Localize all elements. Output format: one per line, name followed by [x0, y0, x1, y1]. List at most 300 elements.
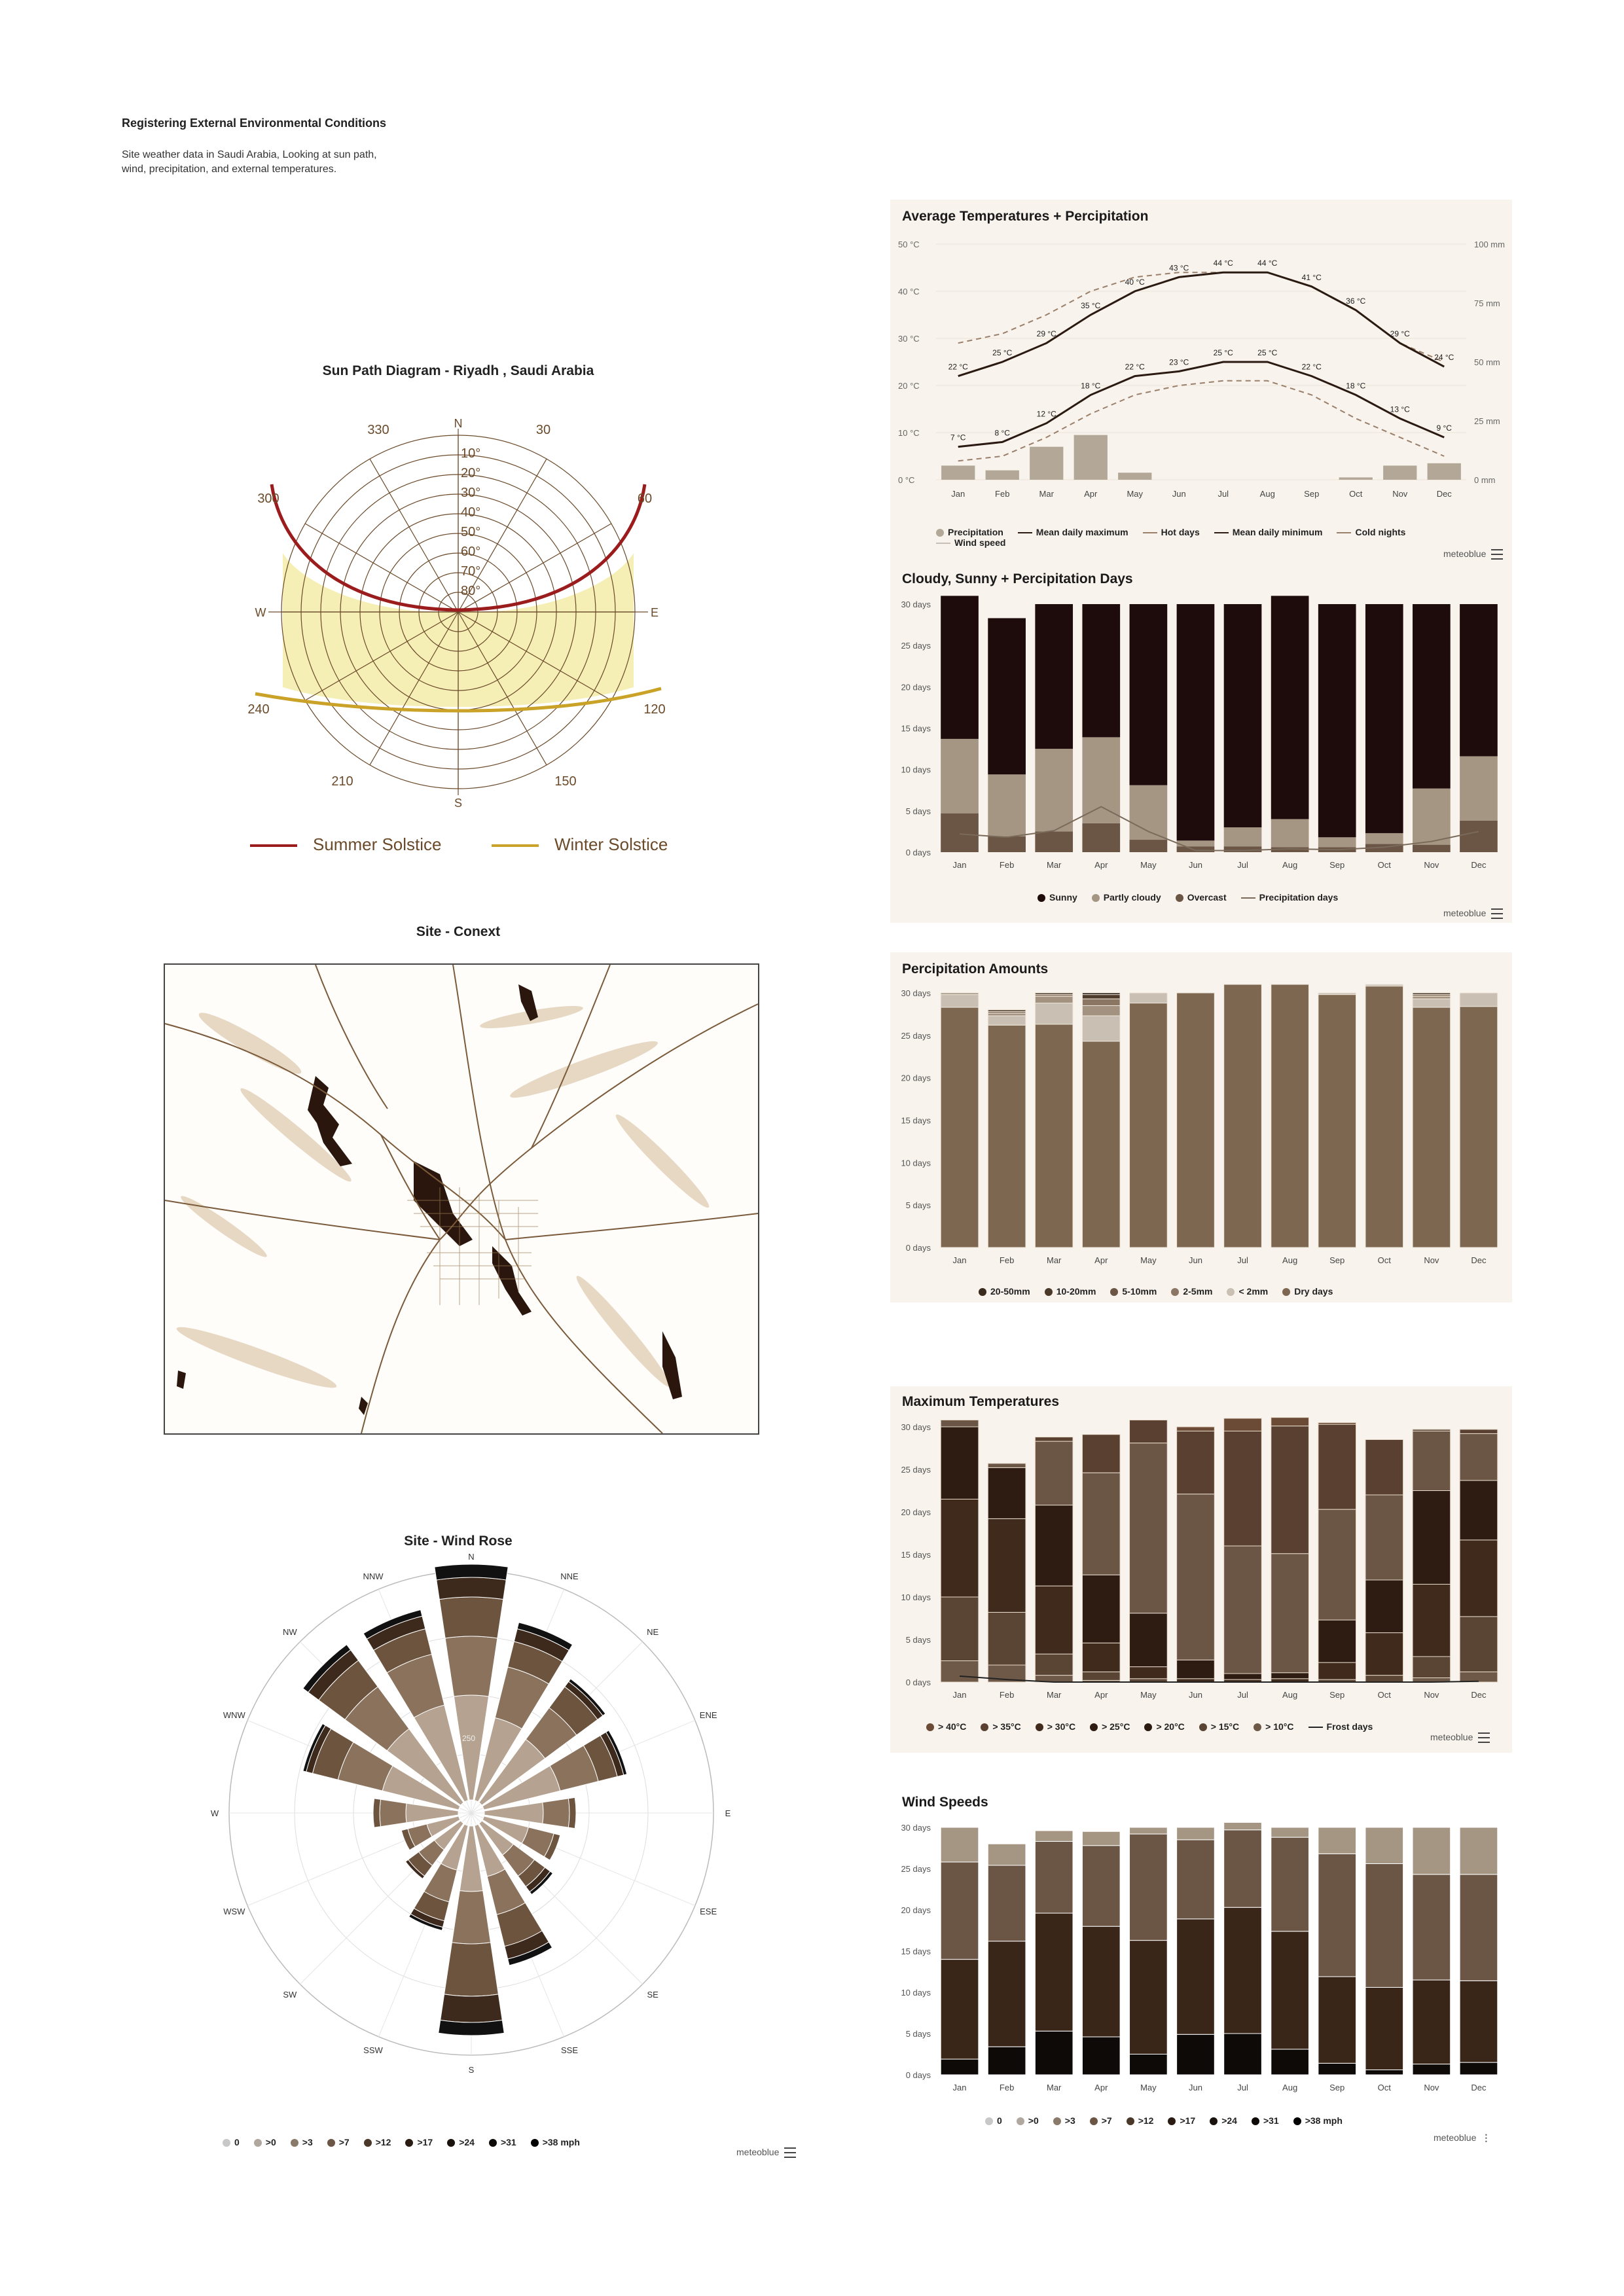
- avg-temp-title: Average Temperatures + Percipitation: [902, 209, 1149, 224]
- bar-segment: [941, 995, 979, 1007]
- x-tick-label: Sep: [1329, 1690, 1345, 1700]
- legend-label: >3: [1064, 2115, 1075, 2126]
- legend-dot: [1092, 894, 1100, 902]
- legend-line: [1143, 532, 1157, 533]
- legend-line: [1337, 532, 1351, 533]
- legend-item: [405, 2137, 433, 2147]
- bar-segment: [1365, 1863, 1403, 1987]
- max-temp-label: 43 °C: [1169, 263, 1189, 273]
- bar-segment: [988, 1467, 1026, 1518]
- bar-segment: [1460, 1617, 1498, 1672]
- y-tick-label: 10 days: [901, 1592, 931, 1602]
- bar-segment: [1224, 846, 1262, 852]
- max-temp-label: 22 °C: [948, 362, 968, 372]
- x-tick-label: Jun: [1188, 860, 1202, 870]
- wind-rose-chart: [203, 1552, 740, 2094]
- legend-item: [1282, 1286, 1333, 1297]
- x-tick-label: Jul: [1237, 1690, 1248, 1700]
- wind-speed-panel: [890, 1787, 1512, 2157]
- min-temp-label: 22 °C: [1125, 362, 1145, 372]
- bar-segment: [1413, 1874, 1451, 1980]
- bar-segment: [1224, 604, 1262, 827]
- max-temp-label: 24 °C: [1434, 353, 1454, 363]
- bar-segment: [1130, 1443, 1168, 1613]
- legend-label: >24: [459, 2137, 475, 2147]
- direction-label: ENE: [699, 1710, 717, 1720]
- legend-item: [531, 2137, 580, 2147]
- bar-segment: [1460, 756, 1498, 821]
- y-tick-label: 30 days: [901, 1823, 931, 1833]
- min-temp-line: [958, 362, 1445, 447]
- bar-segment: [1271, 1827, 1309, 1837]
- legend-dot: [447, 2139, 455, 2147]
- site-context-map: [164, 963, 759, 1435]
- legend-label: Precipitation: [948, 527, 1003, 537]
- bar-segment: [988, 1025, 1026, 1247]
- menu-icon[interactable]: [784, 2147, 796, 2158]
- legend-item: [327, 2137, 350, 2147]
- bar-segment: [1271, 1837, 1309, 1931]
- cloud-brand: [1443, 908, 1503, 919]
- legend-line: [1308, 1727, 1323, 1728]
- legend-dot: [926, 1723, 934, 1731]
- legend-dot: [1176, 894, 1183, 902]
- y-tick-label: 0 days: [905, 1243, 931, 1253]
- precip-bar: [986, 471, 1019, 480]
- bar-segment: [1318, 837, 1356, 847]
- bar-segment: [1224, 2034, 1262, 2075]
- bar-segment: [941, 2059, 979, 2075]
- legend-label: Sunny: [1049, 892, 1077, 903]
- legend-dot: [1252, 2117, 1259, 2125]
- legend-label: > 35°C: [992, 1721, 1021, 1732]
- bar-segment: [988, 1865, 1026, 1941]
- bar-segment: [1271, 1931, 1309, 2049]
- bar-segment: [941, 1420, 979, 1427]
- x-tick-label: Apr: [1094, 1255, 1108, 1265]
- legend-item: [1110, 1286, 1157, 1297]
- bar-segment: [1035, 1654, 1073, 1676]
- legend-label: Hot days: [1161, 527, 1200, 537]
- bar-segment: [1271, 1418, 1309, 1426]
- legend-label: < 2mm: [1238, 1286, 1269, 1297]
- x-tick-label: Mar: [1047, 2083, 1062, 2092]
- bar-segment: [1318, 1854, 1356, 1977]
- legend-item: [1308, 1721, 1373, 1732]
- x-tick-label: Oct: [1349, 489, 1363, 499]
- legend-label: 5-10mm: [1122, 1286, 1157, 1297]
- bar-segment: [1460, 604, 1498, 756]
- legend-item: [1090, 1721, 1130, 1732]
- bar-segment: [1035, 831, 1073, 852]
- wind-rose-segment: [437, 1577, 506, 1600]
- y-tick-label: 5 days: [905, 2029, 931, 2039]
- bar-segment: [1365, 1987, 1403, 2070]
- y-tick-label: 0 days: [905, 848, 931, 857]
- legend-label: Overcast: [1187, 892, 1227, 903]
- legend-label: > 15°C: [1210, 1721, 1240, 1732]
- legend-label: >7: [1101, 2115, 1112, 2126]
- y-tick-label: 20 °C: [898, 381, 920, 391]
- max-temp-label: 44 °C: [1257, 259, 1278, 268]
- menu-icon[interactable]: [1491, 908, 1503, 919]
- bar-segment: [1130, 604, 1168, 785]
- legend-dot: [936, 529, 944, 537]
- y2-tick-label: 50 mm: [1474, 357, 1500, 367]
- bar-segment: [1082, 993, 1120, 995]
- altitude-label: 40°: [461, 505, 481, 520]
- bar-segment: [1318, 1423, 1356, 1425]
- legend-dot: [1053, 2117, 1061, 2125]
- direction-label: ESE: [700, 1907, 717, 1917]
- bar-segment: [1130, 1613, 1168, 1667]
- bar-segment: [1035, 996, 1073, 1003]
- sunpath-diagram: [223, 393, 694, 838]
- min-temp-label: 23 °C: [1169, 357, 1189, 367]
- bar-segment: [1460, 1981, 1498, 2062]
- max-temp-title: Maximum Temperatures: [902, 1394, 1060, 1409]
- legend-label: >3: [302, 2137, 313, 2147]
- bar-segment: [1130, 1003, 1168, 1247]
- bar-segment: [988, 1013, 1026, 1016]
- bar-segment: [1035, 1024, 1073, 1247]
- bar-segment: [1082, 1846, 1120, 1926]
- x-tick-label: May: [1140, 2083, 1157, 2092]
- menu-icon[interactable]: [1478, 1732, 1490, 1743]
- max-temp-label: 41 °C: [1301, 272, 1322, 282]
- winter-swatch: [492, 844, 539, 847]
- bar-segment: [1365, 833, 1403, 844]
- bar-segment: [1224, 1907, 1262, 2034]
- legend-item: [1053, 2115, 1075, 2126]
- bar-segment: [1035, 1437, 1073, 1442]
- bar-segment: [1318, 1977, 1356, 2063]
- bar-segment: [1177, 846, 1215, 852]
- bar-segment: [1177, 1660, 1215, 1679]
- bar-segment: [988, 1612, 1026, 1665]
- bar-segment: [1177, 993, 1215, 1247]
- x-tick-label: Oct: [1377, 1255, 1391, 1265]
- bar-segment: [941, 1661, 979, 1683]
- min-temp-label: 22 °C: [1301, 362, 1322, 372]
- bar-segment: [1224, 1830, 1262, 1907]
- x-tick-label: May: [1140, 860, 1157, 870]
- legend-item: [1144, 1721, 1184, 1732]
- x-tick-label: Jan: [952, 1255, 967, 1265]
- compass-s: S: [454, 797, 463, 810]
- brand-label: meteoblue: [1443, 908, 1487, 918]
- x-tick-label: Jan: [952, 860, 967, 870]
- legend-item: [447, 2137, 475, 2147]
- bar-segment: [1035, 1441, 1073, 1505]
- y-tick-label: 30 days: [901, 600, 931, 609]
- bar-segment: [1365, 1633, 1403, 1676]
- avg-temp-brand: [1443, 548, 1503, 560]
- azimuth-label: 330: [367, 423, 389, 437]
- wind-rose-segment: [543, 1799, 569, 1827]
- x-tick-label: Aug: [1282, 1690, 1298, 1700]
- wind-rose-segment: [435, 1564, 508, 1580]
- min-temp-label: 25 °C: [1257, 348, 1278, 357]
- x-tick-label: Sep: [1329, 860, 1345, 870]
- precip-bar: [1074, 435, 1108, 480]
- max-temp-brand: [1430, 1732, 1490, 1743]
- legend-dot: [1127, 2117, 1134, 2125]
- legend-label: >17: [1180, 2115, 1196, 2126]
- legend-label: Frost days: [1326, 1721, 1373, 1732]
- legend-item: [1038, 892, 1077, 903]
- bar-segment: [1413, 1491, 1451, 1585]
- legend-dot: [1227, 1288, 1235, 1296]
- legend-item: [1254, 1721, 1293, 1732]
- ring-label: 250: [461, 1734, 476, 1743]
- legend-dot: [1171, 1288, 1179, 1296]
- bar-segment: [1413, 1657, 1451, 1678]
- bar-segment: [941, 1499, 979, 1598]
- x-tick-label: Dec: [1471, 1690, 1487, 1700]
- bar-segment: [1224, 1418, 1262, 1431]
- summer-swatch: [250, 844, 297, 847]
- y-tick-label: 30 °C: [898, 334, 920, 344]
- legend-label: Cold nights: [1355, 527, 1406, 537]
- bar-segment: [1082, 1005, 1120, 1016]
- y-tick-label: 15 days: [901, 1550, 931, 1560]
- wind-rose-segment: [441, 1994, 503, 2022]
- bar-segment: [1460, 1827, 1498, 1874]
- bar-segment: [1318, 1424, 1356, 1509]
- legend-item: [1171, 1286, 1212, 1297]
- avg-temp-chart: [890, 226, 1512, 514]
- legend-label: Dry days: [1294, 1286, 1333, 1297]
- azimuth-label: 150: [554, 774, 577, 789]
- wind-rose-segment: [452, 1891, 490, 1944]
- cloud-chart: [890, 586, 1512, 887]
- bar-segment: [1035, 1913, 1073, 2031]
- min-temp-label: 9 °C: [1436, 423, 1452, 433]
- bar-segment: [1035, 993, 1073, 995]
- legend-item: [223, 2137, 240, 2147]
- x-tick-label: Nov: [1424, 860, 1439, 870]
- bar-segment: [941, 596, 979, 739]
- cloud-panel: [890, 566, 1512, 923]
- bar-segment: [1460, 1007, 1498, 1247]
- bar-segment: [988, 1844, 1026, 1865]
- bar-segment: [1413, 1431, 1451, 1491]
- y-tick-label: 10 days: [901, 764, 931, 775]
- wind-rose-segment: [380, 1799, 406, 1826]
- compass-n: N: [454, 417, 463, 430]
- altitude-label: 30°: [461, 486, 481, 500]
- direction-label: SW: [283, 1990, 297, 2000]
- legend-dot: [1090, 1723, 1098, 1731]
- x-tick-label: Jan: [951, 489, 965, 499]
- y2-tick-label: 0 mm: [1474, 475, 1496, 485]
- x-tick-label: Nov: [1424, 2083, 1439, 2092]
- legend-item: [1127, 2115, 1154, 2126]
- bar-segment: [1224, 1546, 1262, 1674]
- hot-days-line: [958, 272, 1445, 362]
- y-tick-label: 10 days: [901, 1158, 931, 1168]
- legend-item: [1143, 527, 1200, 537]
- legend-label: > 20°C: [1156, 1721, 1185, 1732]
- direction-label: SE: [647, 1990, 659, 2000]
- legend-dot: [531, 2139, 539, 2147]
- legend-item: [1092, 892, 1161, 903]
- bar-segment: [988, 1016, 1026, 1025]
- brand-label: meteoblue: [1443, 548, 1487, 559]
- bar-segment: [1082, 737, 1120, 823]
- x-tick-label: Oct: [1377, 860, 1391, 870]
- precip-bar: [1383, 465, 1416, 480]
- bar-segment: [1224, 1822, 1262, 1829]
- x-tick-label: Feb: [999, 1255, 1015, 1265]
- y-tick-label: 5 days: [905, 806, 931, 816]
- bar-segment: [1082, 1643, 1120, 1672]
- bar-segment: [1035, 1831, 1073, 1841]
- x-tick-label: Apr: [1094, 1690, 1108, 1700]
- max-temp-legend: [926, 1721, 1387, 1732]
- avg-temp-legend: [936, 527, 1499, 548]
- precip-bar: [1118, 473, 1151, 480]
- bar-segment: [988, 2047, 1026, 2075]
- x-tick-label: Jun: [1188, 1690, 1202, 1700]
- bar-segment: [1224, 984, 1262, 1247]
- bar-segment: [1082, 604, 1120, 737]
- windrose-legend: [223, 2137, 594, 2147]
- windrose-brand: [736, 2147, 796, 2158]
- x-tick-label: Jan: [952, 2083, 967, 2092]
- min-temp-label: 18 °C: [1081, 381, 1101, 391]
- legend-label: > 10°C: [1265, 1721, 1294, 1732]
- legend-dot: [223, 2139, 230, 2147]
- x-tick-label: Jan: [952, 1690, 967, 1700]
- bar-segment: [1177, 1431, 1215, 1494]
- legend-line: [1018, 532, 1032, 533]
- legend-item: [1017, 2115, 1039, 2126]
- x-tick-label: Aug: [1259, 489, 1275, 499]
- altitude-label: 70°: [461, 564, 481, 579]
- bar-segment: [1130, 1667, 1168, 1679]
- bar-segment: [1082, 1473, 1120, 1575]
- legend-item: [985, 2115, 1002, 2126]
- max-temp-label: 25 °C: [992, 348, 1013, 357]
- altitude-label: 10°: [461, 446, 481, 461]
- bar-segment: [1318, 1662, 1356, 1679]
- wind-rose-segment: [568, 1797, 576, 1828]
- max-temp-label: 35 °C: [1081, 301, 1101, 310]
- bar-segment: [1460, 1540, 1498, 1617]
- bar-segment: [1082, 1041, 1120, 1247]
- wind-rose-segment: [373, 1799, 381, 1827]
- summer-label: Summer Solstice: [313, 834, 442, 854]
- compass-w: W: [255, 606, 266, 619]
- y-tick-label: 20 days: [901, 1905, 931, 1915]
- legend-label: 20-50mm: [990, 1286, 1030, 1297]
- bar-segment: [1413, 1585, 1451, 1657]
- bar-segment: [1271, 1673, 1309, 1679]
- altitude-label: 60°: [461, 545, 481, 559]
- bar-segment: [1365, 604, 1403, 833]
- y2-tick-label: 100 mm: [1474, 240, 1505, 249]
- min-temp-label: 25 °C: [1213, 348, 1233, 357]
- min-temp-label: 7 °C: [950, 433, 966, 442]
- bar-segment: [988, 1518, 1026, 1612]
- bar-segment: [1365, 1580, 1403, 1633]
- more-icon[interactable]: ⋮: [1481, 2132, 1491, 2143]
- legend-dot: [1038, 894, 1045, 902]
- wind-rose-segment: [439, 2020, 505, 2036]
- legend-line: [936, 543, 950, 544]
- x-tick-label: Jun: [1188, 2083, 1202, 2092]
- cloud-legend: [1038, 892, 1352, 903]
- bar-segment: [1224, 827, 1262, 846]
- x-tick-label: Jun: [1172, 489, 1186, 499]
- x-tick-label: Feb: [995, 489, 1010, 499]
- legend-line: [1241, 897, 1255, 899]
- precip-bar: [1030, 447, 1063, 480]
- max-temp-line: [958, 272, 1445, 376]
- legend-item: [1045, 1286, 1096, 1297]
- bar-segment: [1177, 2034, 1215, 2075]
- legend-label: Wind speed: [954, 537, 1006, 548]
- x-tick-label: Mar: [1047, 860, 1062, 870]
- bar-segment: [1082, 1435, 1120, 1473]
- avg-temp-panel: [890, 200, 1512, 569]
- bar-segment: [988, 1010, 1026, 1012]
- direction-label: NNE: [560, 1571, 579, 1581]
- brand-label: meteoblue: [1434, 2132, 1477, 2143]
- max-temp-panel: [890, 1386, 1512, 1753]
- menu-icon[interactable]: [1491, 549, 1503, 560]
- legend-label: Mean daily maximum: [1036, 527, 1128, 537]
- bar-segment: [1271, 2049, 1309, 2075]
- legend-item: [936, 537, 1005, 548]
- y-tick-label: 5 days: [905, 1200, 931, 1211]
- min-temp-label: 13 °C: [1390, 404, 1410, 414]
- y-tick-label: 40 °C: [898, 287, 920, 296]
- bar-segment: [1365, 984, 1403, 986]
- direction-label: NW: [282, 1626, 297, 1637]
- x-tick-label: May: [1140, 1255, 1157, 1265]
- bar-segment: [1035, 749, 1073, 831]
- bar-segment: [1082, 1016, 1120, 1041]
- direction-label: WSW: [223, 1907, 245, 1917]
- bar-segment: [1271, 819, 1309, 847]
- x-tick-label: Aug: [1282, 2083, 1298, 2092]
- bar-segment: [1413, 845, 1451, 852]
- y-tick-label: 25 days: [901, 1864, 931, 1874]
- bar-segment: [1082, 1926, 1120, 2037]
- legend-label: 2-5mm: [1183, 1286, 1213, 1297]
- precip-title: Percipitation Amounts: [902, 961, 1049, 977]
- legend-item: [981, 1721, 1020, 1732]
- bar-segment: [1460, 1672, 1498, 1682]
- bar-segment: [1177, 1919, 1215, 2034]
- bar-segment: [1460, 1874, 1498, 1981]
- legend-item: [926, 1721, 966, 1732]
- legend-item: [1210, 2115, 1237, 2126]
- legend-item: [979, 1286, 1030, 1297]
- legend-label: >0: [1028, 2115, 1039, 2126]
- precip-bar: [1339, 477, 1373, 480]
- bar-segment: [1318, 2063, 1356, 2075]
- y-tick-label: 5 days: [905, 1635, 931, 1645]
- legend-label: 0: [234, 2137, 240, 2147]
- bar-segment: [988, 774, 1026, 836]
- legend-line: [1214, 532, 1229, 533]
- bar-segment: [988, 836, 1026, 852]
- legend-label: > 30°C: [1047, 1721, 1076, 1732]
